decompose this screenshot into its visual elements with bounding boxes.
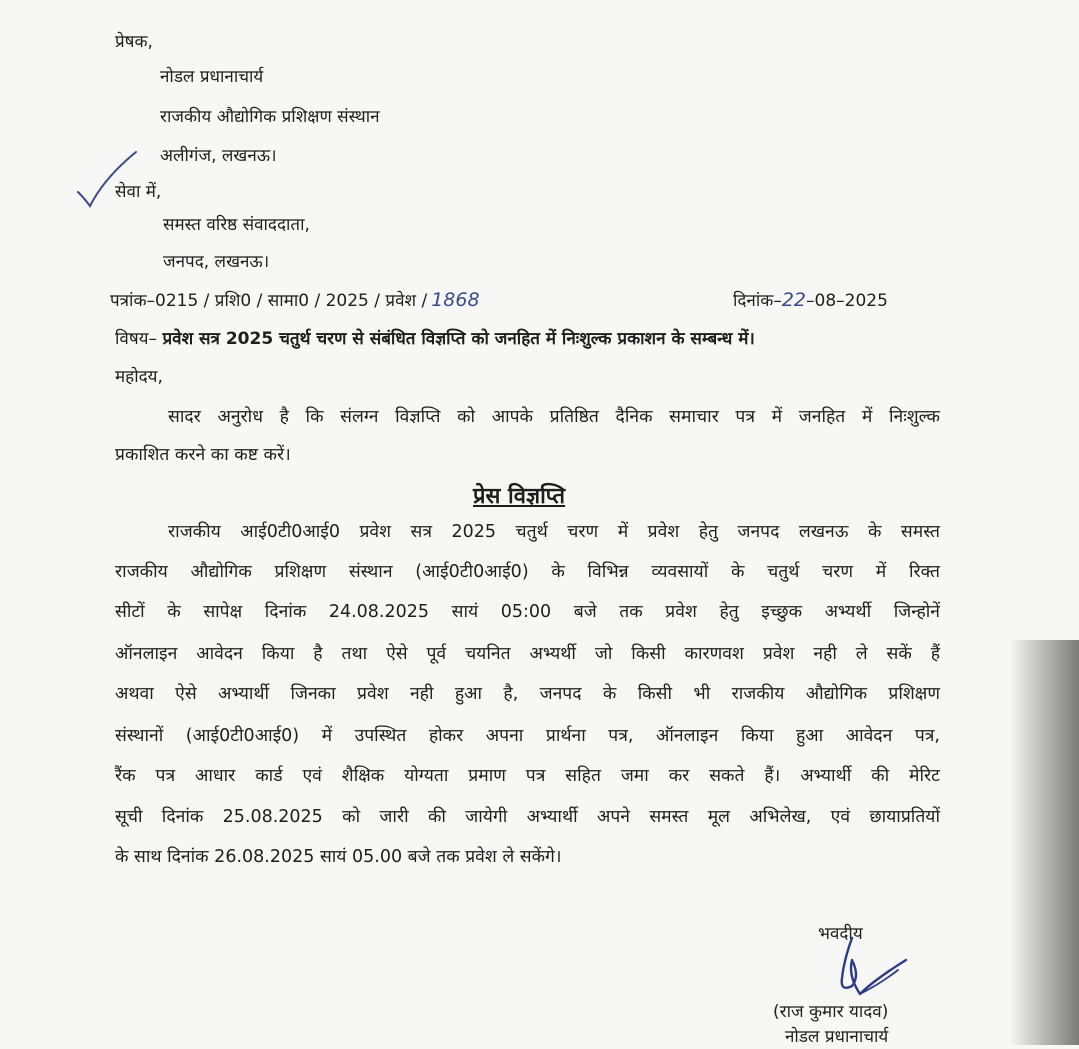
salutation: महोदय, <box>115 367 163 387</box>
sender-institute: राजकीय औद्योगिक प्रशिक्षण संस्थान <box>160 107 380 127</box>
signatory-designation: नोडल प्रधानाचार्य <box>785 1027 889 1047</box>
request-line-1: सादर अनुरोध है कि संलग्न विज्ञप्ति को आपके प्रतिष्ठित दैनिक समाचार पत्र में जनहित में निःशुल्क <box>168 407 940 427</box>
press-release-line: अथवा ऐसे अभ्यार्थी जिनका प्रवेश नही हुआ है, जनपद के किसी भी राजकीय औद्योगिक प्रशिक्षण <box>115 684 940 704</box>
press-release-line: राजकीय औद्योगिक प्रशिक्षण संस्थान (आई0टी0आई0) के विभिन्न व्यवसायों के चतुर्थ चरण में रिक्त <box>115 562 940 582</box>
press-release-line: ऑनलाइन आवेदन किया है तथा ऐसे पूर्व चयनित अभ्यर्थी जो किसी कारणवश प्रवेश नही ले सकें हैं <box>115 644 940 664</box>
reference-number-handwritten: 1868 <box>431 289 480 311</box>
signatory-name: (राज कुमार यादव) <box>773 1002 889 1022</box>
press-release-line: के साथ दिनांक 26.08.2025 सायं 05.00 बजे तक प्रवेश ले सकेंगे। <box>115 847 562 867</box>
sender-designation: नोडल प्रधानाचार्य <box>160 67 264 87</box>
press-release-line: रैंक पत्र आधार कार्ड एवं शैक्षिक योग्यता प्रमाण पत्र सहित जमा कर सकते हैं। अभ्यार्थी की मेरिट <box>115 766 940 786</box>
closing-regards: भवदीय <box>818 924 863 944</box>
subject-line <box>115 327 755 351</box>
date-day-handwritten: 22 <box>781 289 807 311</box>
recipient-label: सेवा में, <box>115 182 162 202</box>
recipient-address: जनपद, लखनऊ। <box>163 252 270 272</box>
page-edge-shadow <box>1009 640 1079 1045</box>
recipient-designation: समस्त वरिष्ठ संवाददाता, <box>163 215 310 235</box>
request-line-2: प्रकाशित करने का कष्ट करें। <box>115 445 291 465</box>
subject-label: विषय– <box>115 329 158 349</box>
reference-number-printed: पत्रांक–0215 / प्रशि0 / सामा0 / 2025 / प्रवेश / <box>110 291 428 311</box>
date-suffix: –08–2025 <box>806 291 888 311</box>
sender-address: अलीगंज, लखनऊ। <box>160 146 277 166</box>
press-release-line: सूची दिनांक 25.08.2025 को जारी की जायेगी अभ्यार्थी अपने समस्त मूल अभिलेख, एवं छायाप्रतियों <box>115 807 940 827</box>
signature-icon <box>830 930 920 1010</box>
press-release-line: संस्थानों (आई0टी0आई0) में उपस्थित होकर अपना प्रार्थना पत्र, ऑनलाइन किया हुआ आवेदन पत्र, <box>115 726 940 746</box>
press-release-line: सीटों के सापेक्ष दिनांक 24.08.2025 सायं 05:00 बजे तक प्रवेश हेतु इच्छुक अभ्यर्थी जिन्होनें <box>115 602 940 622</box>
press-release-title: प्रेस विज्ञप्ति <box>473 484 566 509</box>
date-prefix: दिनांक– <box>733 291 782 311</box>
subject-text: प्रवेश सत्र 2025 चतुर्थ चरण से संबंधित विज्ञप्ति को जनहित में निःशुल्क प्रकाशन के सम्बन्ध में। <box>162 329 755 349</box>
sender-label: प्रेषक, <box>115 32 153 52</box>
letter-date <box>733 288 888 313</box>
letter-reference <box>110 288 480 313</box>
press-release-line: राजकीय आई0टी0आई0 प्रवेश सत्र 2025 चतुर्थ चरण में प्रवेश हेतु जनपद लखनऊ के समस्त <box>168 522 940 542</box>
